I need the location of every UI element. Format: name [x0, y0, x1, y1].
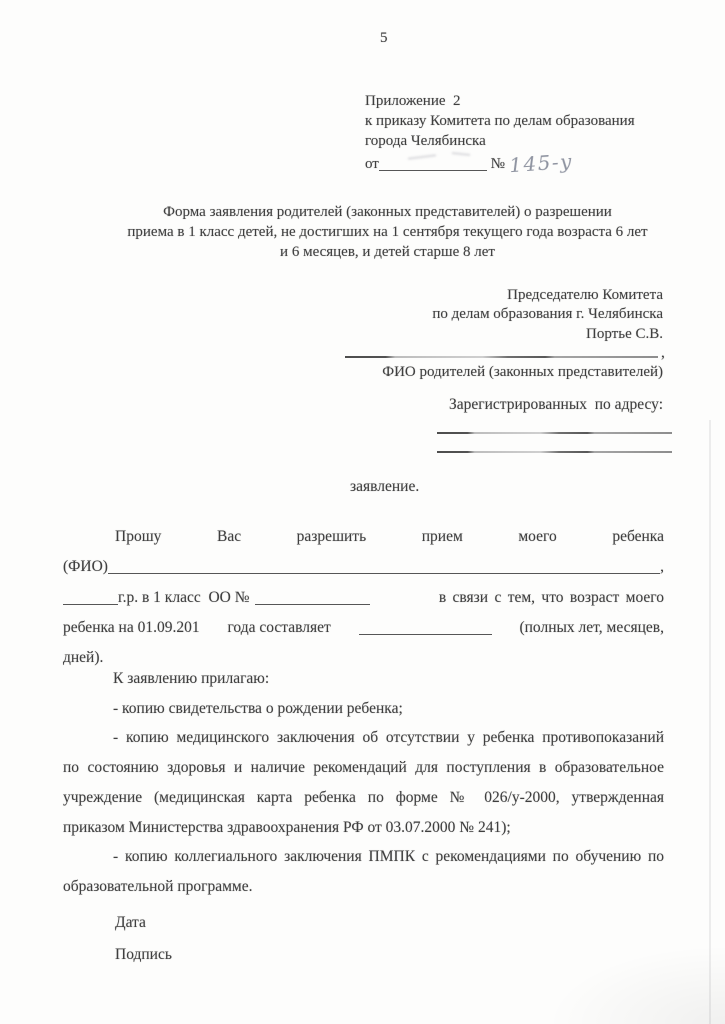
appendix-date-label: от	[365, 156, 379, 172]
addressee-line-1: Председателю Комитета	[507, 287, 663, 303]
appendix-date-blank-line	[379, 157, 487, 171]
request-line-4	[63, 613, 664, 643]
order-number-handwritten: 145-у	[508, 148, 574, 178]
addressee-block	[343, 286, 663, 344]
address-blank-line-1	[437, 432, 672, 434]
form-title-line-3: и 6 месяцев, и детей старше 8 лет	[280, 244, 495, 260]
attachments-block	[63, 664, 664, 902]
appendix-title: Приложение 2	[365, 93, 461, 109]
scan-edge-artifact	[709, 420, 711, 1024]
page-number: 5	[380, 30, 388, 46]
school-number-blank	[255, 591, 370, 605]
attachment-item-2-line-2: по состоянию здоровья и наличие рекомендаций для поступления в образовательное	[63, 759, 664, 777]
fio-fill-blank	[108, 560, 660, 574]
date-label: Дата	[115, 914, 146, 931]
attachment-item-3-line-2: образовательной программе.	[63, 877, 253, 895]
fio-caption: ФИО родителей (законных представителей)	[382, 364, 663, 380]
birth-year-blank	[63, 591, 118, 605]
form-title-line-2: приема в 1 класс детей, не достигших на 1 сентября текущего года возраста 6 лет	[127, 224, 648, 240]
addressee-line-3: Портье С.В.	[586, 325, 663, 342]
attachment-item-2-line-3: учреждение (медицинская карта ребенка по форме № 026/у-2000, утвержденная	[63, 788, 664, 806]
scan-corner-shade	[545, 944, 725, 1024]
age-blank	[359, 621, 492, 635]
appendix-city-line: города Челябинска	[365, 133, 486, 149]
addressee-line-2: по делам образования г. Челябинска	[432, 306, 663, 323]
request-line-4-mid: года составляет	[227, 618, 331, 636]
request-line-4-tail: (полных лет, месяцев,	[519, 618, 664, 636]
fio-label: (ФИО)	[63, 558, 108, 576]
request-line-4-head: ребенка на 01.09.201	[63, 618, 200, 636]
request-line-3-tail: в связи с тем, что возраст моего	[438, 588, 664, 606]
request-line-3-text: г.р. в 1 класс ОО №	[118, 588, 250, 606]
address-blank-line-2	[437, 451, 672, 453]
request-line-5: дней).	[63, 649, 104, 667]
number-sign: №	[486, 156, 509, 172]
fio-trailing-comma: ,	[661, 344, 665, 361]
attachment-item-2-line-1: - копию медицинского заключения об отсутствии у ребенка противопоказаний	[113, 729, 664, 747]
form-title	[85, 202, 690, 262]
application-heading: заявление.	[350, 478, 420, 495]
attachments-intro: К заявлению прилагаю:	[113, 670, 270, 687]
request-line-2	[63, 552, 664, 582]
appendix-block	[365, 91, 695, 178]
attachment-item-1: - копию свидетельства о рождении ребенка;	[113, 699, 403, 717]
registered-address-label: Зарегистрированных по адресу:	[448, 396, 663, 413]
attachment-item-2-line-4: приказом Министерства здравоохранения РФ от 03.07.2000 № 241);	[63, 818, 511, 836]
request-line-2-comma: ,	[660, 558, 664, 576]
request-line-1: Прошу Вас разрешить прием моего ребенка	[115, 528, 664, 545]
form-title-line-1: Форма заявления родителей (законных представителей) о разрешении	[163, 204, 612, 220]
fio-blank-line	[345, 356, 658, 358]
request-body	[63, 522, 664, 673]
signature-label: Подпись	[115, 946, 172, 963]
request-line-3	[63, 583, 664, 613]
attachment-item-3-line-1: - копию коллегиального заключения ПМПК с рекомендациями по обучению по	[113, 848, 664, 866]
appendix-order-line: к приказу Комитета по делам образования	[365, 113, 635, 129]
